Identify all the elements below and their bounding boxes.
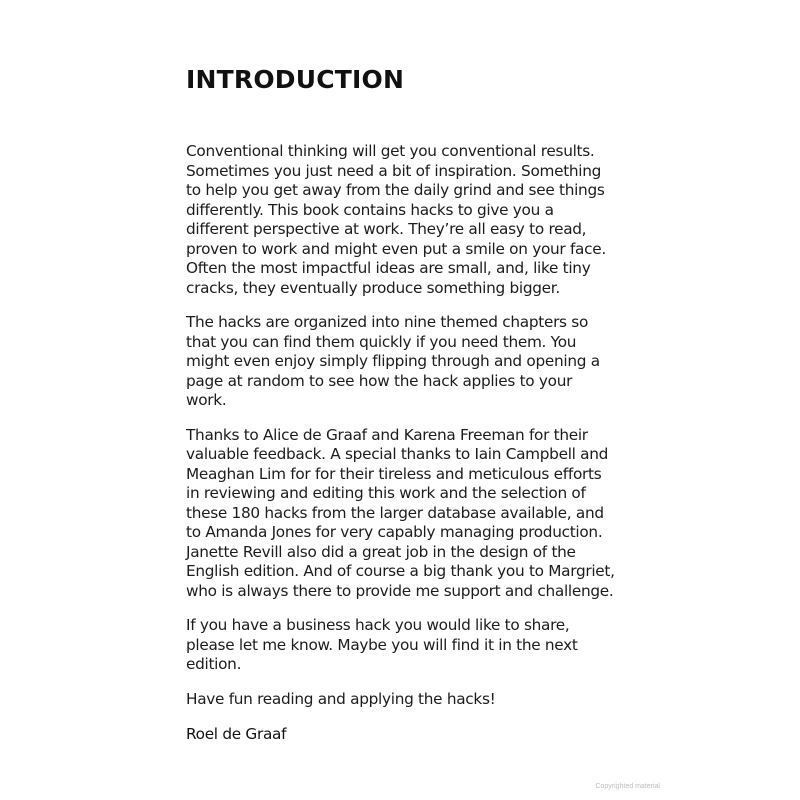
book-page [186, 62, 616, 744]
paragraph-4: If you have a business hack you would like to share, please let me know. Maybe you will find it in the next edition. [186, 616, 578, 673]
paragraph-1: Conventional thinking will get you conventional results. Sometimes you just need a bit of inspiration. Something to help you get away from the daily grind and see things differently. This book contains hacks to give you a different perspective at work. They’re all easy to read, proven to work and might even put a smile on your face. Often the most impactful ideas are small, and, like tiny cracks, they eventually produce something bigger. [186, 142, 606, 297]
paragraph-2: The hacks are organized into nine themed chapters so that you can find them quickly if you need them. You might even enjoy simply flipping through and opening a page at random to see how the hack applies to your work. [186, 313, 600, 409]
paragraph-5: Have fun reading and applying the hacks! [186, 689, 496, 708]
page-title: INTRODUCTION [186, 65, 405, 94]
paragraph-3: Thanks to Alice de Graaf and Karena Freeman for their valuable feedback. A special thanks to Iain Campbell and Meaghan Lim for for their tireless and meticulous efforts in reviewing and editing this work and the selection of these 180 hacks from the larger database available, and to Amanda Jones for very capably managing production. Janette Revill also did a great job in the design of the English edition. And of course a big thank you to Margriet, who is always there to provide me support and challenge. [186, 425, 615, 600]
copyright-watermark: Copyrighted material [595, 783, 660, 790]
author-signature: Roel de Graaf [186, 725, 287, 743]
